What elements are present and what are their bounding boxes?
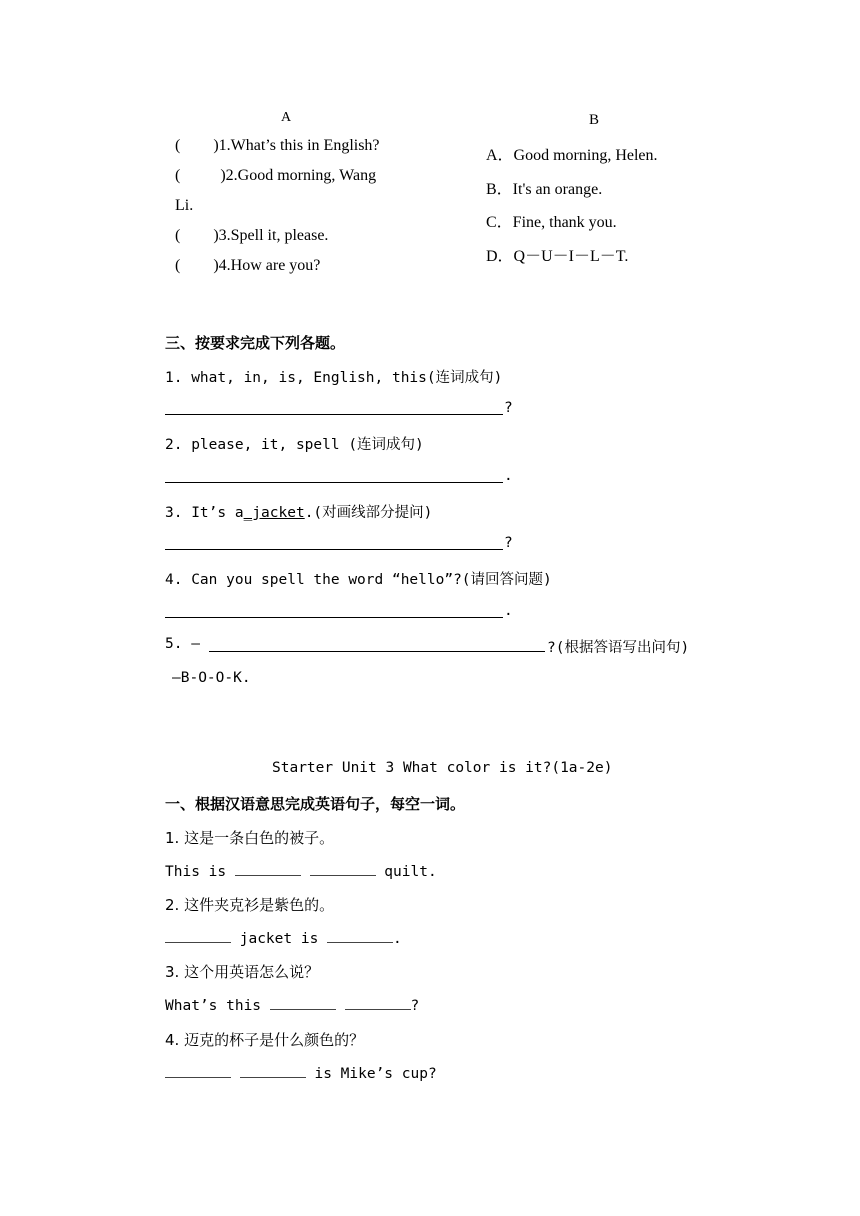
match-a-item-2-wrap: Li. xyxy=(175,197,194,214)
blank[interactable] xyxy=(270,995,336,1010)
column-b-header: B xyxy=(589,112,600,128)
section3-q5-suffix: ?(根据答语写出问句) xyxy=(547,640,690,656)
section3-q5-answer: —B-O-O-K. xyxy=(172,670,251,686)
unit-item-2-en: jacket is . xyxy=(165,928,402,947)
answer-line-5[interactable] xyxy=(209,651,545,652)
section3-q4: 4. Can you spell the word “hello”?(请回答问题) xyxy=(165,572,552,588)
section3-q3: 3. It’s a_jacket.(对画线部分提问) xyxy=(165,505,433,521)
match-b-item-a: A．Good morning, Helen. xyxy=(486,147,658,164)
unit-item-3-en: What’s this ? xyxy=(165,995,419,1014)
blank[interactable] xyxy=(327,928,393,943)
unit-item-4-en: is Mike’s cup? xyxy=(165,1063,437,1082)
answer-line-2-end: . xyxy=(504,468,513,484)
blank[interactable] xyxy=(235,861,301,876)
answer-line-1-end: ? xyxy=(504,400,513,416)
match-a-item-2: ( )2.Good morning, Wang xyxy=(175,167,377,184)
match-b-item-c: C．Fine, thank you. xyxy=(486,214,617,231)
unit-item-1-cn: 1. 这是一条白色的被子。 xyxy=(165,829,335,847)
match-b-item-b: B．It's an orange. xyxy=(486,181,603,198)
unit-item-2-cn: 2. 这件夹克衫是紫色的。 xyxy=(165,896,335,914)
unit-item-3-cn: 3. 这个用英语怎么说？ xyxy=(165,963,320,981)
match-a-item-1: ( )1.What’s this in English? xyxy=(175,137,380,154)
answer-line-4-end: . xyxy=(504,603,513,619)
blank[interactable] xyxy=(240,1063,306,1078)
section3-q1: 1. what, in, is, English, this(连词成句) xyxy=(165,370,503,386)
answer-line-4[interactable] xyxy=(165,617,503,618)
blank[interactable] xyxy=(165,928,231,943)
answer-line-3-end: ? xyxy=(504,535,513,551)
unit-section1-heading: 一、根据汉语意思完成英语句子，每空一词。 xyxy=(165,795,466,813)
underlined-word: _jacket xyxy=(243,505,305,521)
section3-q2: 2. please, it, spell (连词成句) xyxy=(165,437,424,453)
section3-heading: 三、按要求完成下列各题。 xyxy=(165,334,346,352)
answer-line-3[interactable] xyxy=(165,549,503,550)
section3-q5-prefix: 5. — xyxy=(165,636,200,652)
answer-line-1[interactable] xyxy=(165,414,503,415)
answer-line-2[interactable] xyxy=(165,482,503,483)
unit-item-4-cn: 4. 迈克的杯子是什么颜色的？ xyxy=(165,1031,365,1049)
match-a-item-4: ( )4.How are you? xyxy=(175,257,321,274)
column-a-header: A xyxy=(281,110,292,125)
blank[interactable] xyxy=(165,1063,231,1078)
match-b-item-d: D．Q－U－I－L－T. xyxy=(486,248,629,265)
blank[interactable] xyxy=(345,995,411,1010)
match-a-item-3: ( )3.Spell it, please. xyxy=(175,227,329,244)
unit-item-1-en: This is quilt. xyxy=(165,861,437,880)
blank[interactable] xyxy=(310,861,376,876)
unit-title: Starter Unit 3 What color is it?(1a-2e) xyxy=(272,760,613,776)
